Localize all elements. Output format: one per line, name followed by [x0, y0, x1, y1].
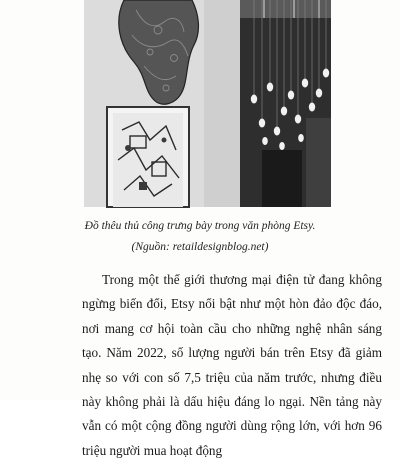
- body-text: [82, 268, 382, 463]
- figure-caption: Đồ thêu thủ công trưng bày trong văn phòng Etsy.: [84, 220, 316, 232]
- office-photo-icon: [84, 0, 331, 207]
- office-photo: [84, 0, 331, 207]
- figure-source: (Nguồn: retaildesignblog.net): [131, 241, 269, 253]
- paragraph: Trong một thế giới thương mại điện tử đang không ngừng biến đổi, Etsy nổi bật như một hòn đảo độc đáo, nơi mang cơ hội toàn cầu cho những nghệ nhân sáng tạo. Năm 2022, số lượng người bán trên Etsy đã giảm nhẹ so với con số 7,5 triệu của năm trước, nhưng điều này không phải là dấu hiệu đáng lo ngại. Nền tảng này vẫn có một cộng đồng người dùng rộng lớn, với hơn 96 triệu người mua hoạt động: [82, 272, 382, 458]
